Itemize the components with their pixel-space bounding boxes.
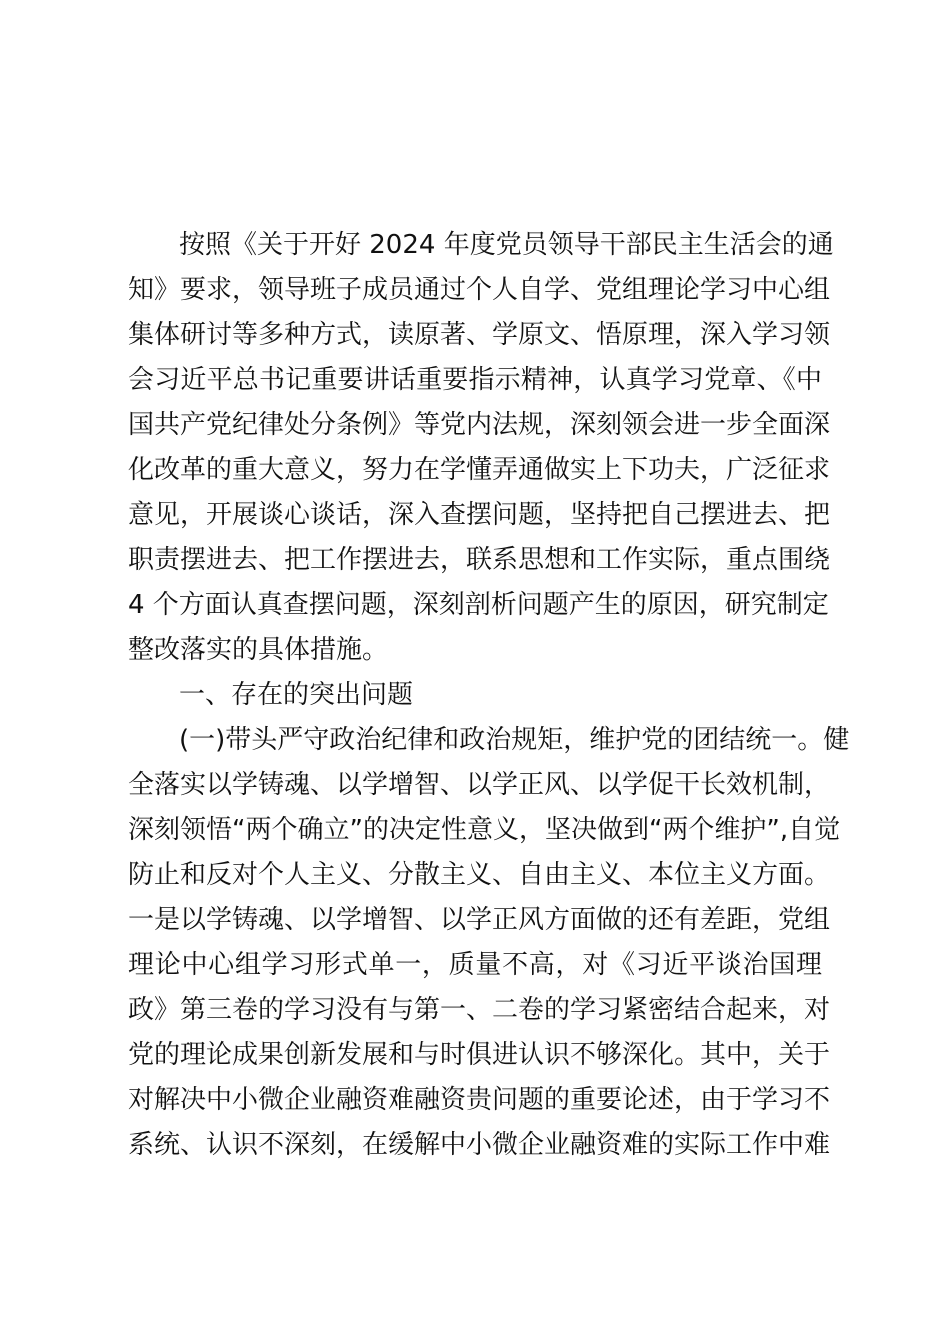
paragraph-line: 知》要求，领导班子成员通过个人自学、党组理论学习中心组 bbox=[128, 275, 831, 305]
paragraph-line: 党的理论成果创新发展和与时俱进认识不够深化。其中，关于 bbox=[128, 1040, 831, 1070]
paragraph-line: 化改革的重大意义，努力在学懂弄通做实上下功夫，广泛征求 bbox=[128, 455, 831, 485]
paragraph-line: 国共产党纪律处分条例》等党内法规，深刻领会进一步全面深 bbox=[128, 410, 831, 440]
paragraph-line: 深刻领悟“两个确立”的决定性意义，坚决做到“两个维护”,自觉 bbox=[128, 815, 841, 845]
paragraph-line: (一)带头严守政治纪律和政治规矩，维护党的团结统一。健 bbox=[179, 725, 850, 755]
paragraph-line: 意见，开展谈心谈话，深入查摆问题，坚持把自己摆进去、把 bbox=[128, 500, 831, 530]
paragraph-line: 职责摆进去、把工作摆进去，联系思想和工作实际，重点围绕 bbox=[128, 545, 831, 575]
paragraph-line: 理论中心组学习形式单一，质量不高，对《习近平谈治国理 bbox=[128, 950, 822, 980]
paragraph-line: 集体研讨等多种方式，读原著、学原文、悟原理，深入学习领 bbox=[128, 320, 831, 350]
paragraph-line: 会习近平总书记重要讲话重要指示精神，认真学习党章、《中 bbox=[128, 365, 822, 395]
paragraph-line: 全落实以学铸魂、以学增智、以学正风、以学促干长效机制， bbox=[128, 770, 831, 800]
paragraph-line: 整改落实的具体措施。 bbox=[128, 635, 389, 665]
paragraph-line: 对解决中小微企业融资难融资贵问题的重要论述，由于学习不 bbox=[128, 1085, 831, 1115]
section-heading: 一、存在的突出问题 bbox=[179, 680, 414, 710]
paragraph-line: 政》第三卷的学习没有与第一、二卷的学习紧密结合起来，对 bbox=[128, 995, 831, 1025]
paragraph-line: 系统、认识不深刻，在缓解中小微企业融资难的实际工作中难 bbox=[128, 1130, 831, 1160]
paragraph-line: 防止和反对个人主义、分散主义、自由主义、本位主义方面。 bbox=[128, 860, 831, 890]
paragraph-line: 一是以学铸魂、以学增智、以学正风方面做的还有差距，党组 bbox=[128, 905, 831, 935]
paragraph-line: 4 个方面认真查摆问题，深刻剖析问题产生的原因，研究制定 bbox=[128, 590, 829, 620]
paragraph-line: 按照《关于开好 2024 年度党员领导干部民主生活会的通 bbox=[179, 230, 834, 260]
